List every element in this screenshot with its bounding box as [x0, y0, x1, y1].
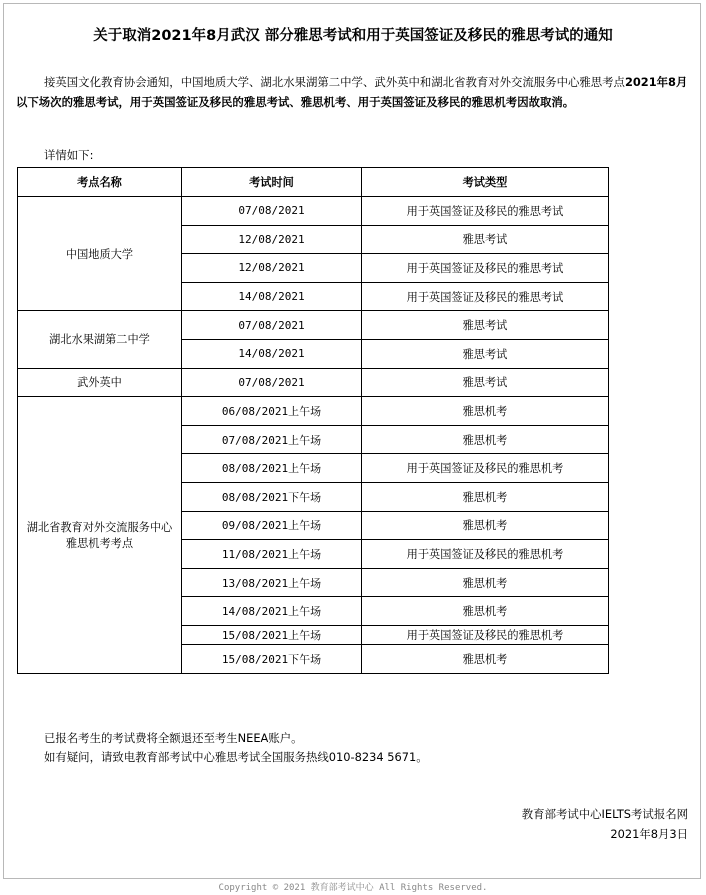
time-cell: 07/08/2021 [182, 368, 362, 397]
type-cell: 雅思机考 [362, 597, 609, 626]
venue-cell: 武外英中 [18, 368, 182, 397]
type-cell: 雅思机考 [362, 568, 609, 597]
table-row [18, 311, 609, 340]
time-cell: 15/08/2021上午场 [182, 625, 362, 644]
time-cell: 13/08/2021上午场 [182, 568, 362, 597]
time-cell: 06/08/2021上午场 [182, 397, 362, 426]
notice-title: 关于取消2021年8月武汉 部分雅思考试和用于英国签证及移民的雅思考试的通知 [93, 28, 613, 44]
type-cell: 用于英国签证及移民的雅思考试 [362, 197, 609, 226]
type-cell: 雅思考试 [362, 225, 609, 254]
type-cell: 雅思考试 [362, 339, 609, 368]
hotline-note: 如有疑问，请致电教育部考试中心雅思考试全国服务热线010-8234 5671。 [44, 750, 428, 764]
table-header-row [18, 168, 609, 197]
header-venue: 考点名称 [18, 168, 182, 197]
venue-cell: 中国地质大学 [18, 197, 182, 311]
time-cell: 09/08/2021上午场 [182, 511, 362, 540]
issue-date: 2021年8月3日 [610, 827, 688, 841]
time-cell: 07/08/2021 [182, 311, 362, 340]
type-cell: 雅思机考 [362, 397, 609, 426]
table-row [18, 197, 609, 226]
signature-block [522, 804, 688, 844]
type-cell: 用于英国签证及移民的雅思机考 [362, 454, 609, 483]
time-cell: 08/08/2021下午场 [182, 482, 362, 511]
refund-note: 已报名考生的考试费将全额退还至考生NEEA账户。 [44, 731, 303, 745]
time-cell: 07/08/2021 [182, 197, 362, 226]
type-cell: 用于英国签证及移民的雅思机考 [362, 540, 609, 569]
type-cell: 用于英国签证及移民的雅思考试 [362, 254, 609, 283]
venue-cell: 湖北水果湖第二中学 [18, 311, 182, 368]
detail-label: 详情如下: [44, 148, 94, 162]
time-cell: 14/08/2021 [182, 339, 362, 368]
exam-table [17, 167, 609, 674]
table-row [18, 397, 609, 426]
type-cell: 雅思考试 [362, 311, 609, 340]
time-cell: 14/08/2021上午场 [182, 597, 362, 626]
notice-intro [16, 72, 688, 112]
header-type: 考试类型 [362, 168, 609, 197]
intro-text: 接英国文化教育协会通知，中国地质大学、湖北水果湖第二中学、武外英中和湖北省教育对外交流服务中心雅思考点 [44, 75, 625, 89]
time-cell: 08/08/2021上午场 [182, 454, 362, 483]
type-cell: 雅思机考 [362, 511, 609, 540]
time-cell: 07/08/2021上午场 [182, 425, 362, 454]
time-cell: 11/08/2021上午场 [182, 540, 362, 569]
issuing-org: 教育部考试中心IELTS考试报名网 [521, 807, 688, 821]
type-cell: 用于英国签证及移民的雅思考试 [362, 282, 609, 311]
intro-bold-text: 2021年8月以下场次的雅思考试，用于英国签证及移民的雅思考试、雅思机考、用于英国签证及移民的雅思机考因故取消。 [16, 75, 688, 109]
time-cell: 15/08/2021下午场 [182, 644, 362, 673]
type-cell: 雅思机考 [362, 482, 609, 511]
type-cell: 雅思考试 [362, 368, 609, 397]
copyright: Copyright © 2021 教育部考试中心 All Rights Reserved. [218, 883, 488, 893]
type-cell: 用于英国签证及移民的雅思机考 [362, 625, 609, 644]
venue-cell: 湖北省教育对外交流服务中心雅思机考考点 [18, 397, 182, 673]
type-cell: 雅思机考 [362, 644, 609, 673]
table-row [18, 368, 609, 397]
time-cell: 12/08/2021 [182, 254, 362, 283]
type-cell: 雅思机考 [362, 425, 609, 454]
time-cell: 12/08/2021 [182, 225, 362, 254]
time-cell: 14/08/2021 [182, 282, 362, 311]
header-time: 考试时间 [182, 168, 362, 197]
footnote [44, 729, 428, 767]
